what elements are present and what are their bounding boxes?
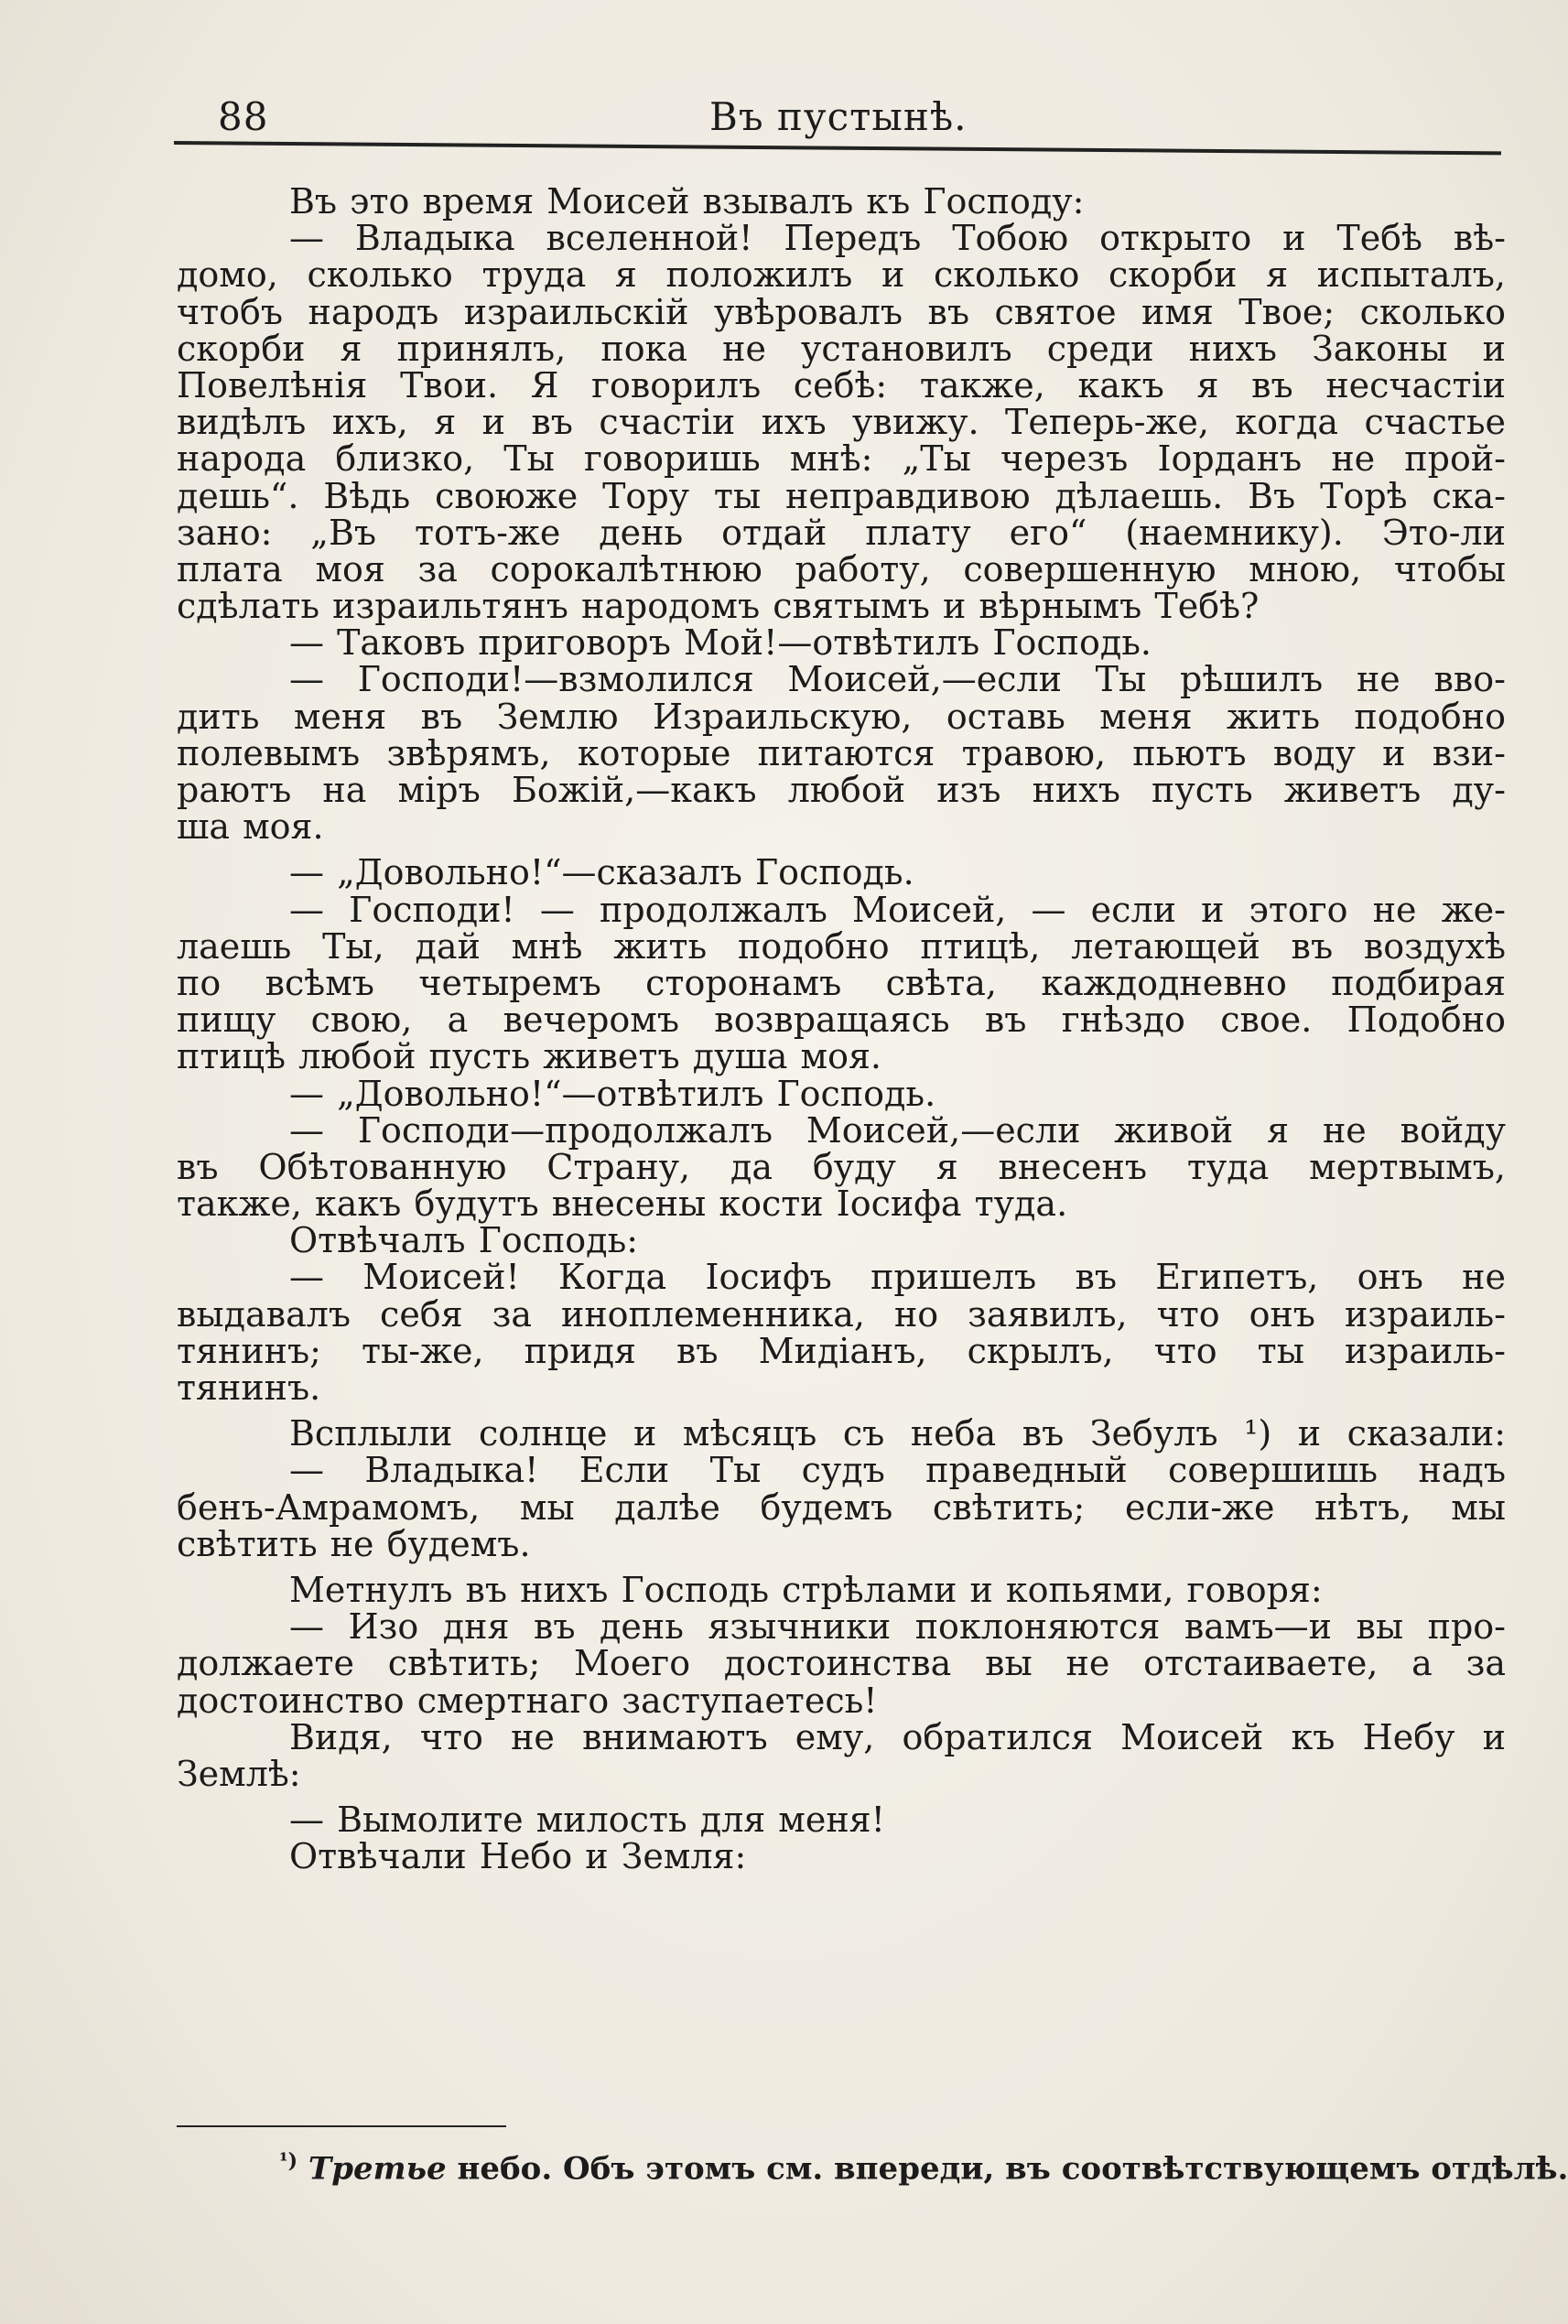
text-line: выдавалъ себя за иноплеменника, но заявилъ, что онъ израиль-	[177, 1293, 1506, 1335]
text-line: народа близко, Ты говоришь мнѣ: „Ты черезъ Іорданъ не прой-	[177, 438, 1506, 480]
text-line: — Владыка вселенной! Передъ Тобою открыто и Тебѣ вѣ-	[289, 218, 1506, 259]
text-line: видѣлъ ихъ, я и въ счастіи ихъ увижу. Теперь-же, когда счастье	[177, 402, 1506, 443]
text-line: сдѣлать израильтянъ народомъ святымъ и вѣрнымъ Тебѣ?	[177, 586, 1260, 627]
footnote-mark: ¹)	[279, 2149, 298, 2173]
text-line: птицѣ любой пусть живетъ душа моя.	[177, 1036, 881, 1077]
text-line: скорби я принялъ, пока не установилъ среди нихъ Законы и	[177, 328, 1506, 369]
text-line: также, какъ будутъ внесены кости Іосифа туда.	[177, 1184, 1068, 1225]
text-line: тянинъ.	[177, 1367, 321, 1408]
text-line: — Владыка! Если Ты судъ праведный совершишь надъ	[289, 1450, 1506, 1491]
text-line: Метнулъ въ нихъ Господь стрѣлами и копьями, говоря:	[289, 1569, 1323, 1610]
text-line: полевымъ звѣрямъ, которые питаются травою, пьютъ воду и взи-	[177, 732, 1506, 773]
text-line: Въ это время Моисей взывалъ къ Господу:	[289, 181, 1085, 222]
text-line: — „Довольно!“—отвѣтилъ Господь.	[289, 1073, 936, 1114]
text-line: Отвѣчали Небо и Земля:	[289, 1836, 747, 1877]
text-line: домо, сколько труда я положилъ и сколько скорби я испыталъ,	[177, 254, 1506, 296]
text-line: Всплыли солнце и мѣсяцъ съ неба въ Зебулъ ¹) и сказали:	[289, 1413, 1506, 1454]
text-line: дить меня въ Землю Израильскую, оставь меня жить подобно	[177, 696, 1506, 737]
text-line: — Изо дня въ день язычники поклоняются вамъ—и вы про-	[289, 1606, 1506, 1648]
text-line: Отвѣчалъ Господь:	[289, 1220, 639, 1261]
text-line: — Таковъ приговоръ Мой!—отвѣтилъ Господь.	[289, 622, 1152, 664]
text-line: по всѣмъ четыремъ сторонамъ свѣта, каждодневно подбирая	[177, 962, 1506, 1003]
text-line: пищу свою, а вечеромъ возвращаясь въ гнѣздо свое. Подобно	[177, 1000, 1506, 1041]
text-line: ша моя.	[177, 806, 324, 848]
text-line: Землѣ:	[177, 1753, 301, 1794]
header-rule	[174, 141, 1501, 155]
text-line: — Господи!—взмолился Моисей,—если Ты рѣшилъ не вво-	[289, 659, 1506, 700]
footnote	[279, 2142, 1568, 2188]
page-header	[174, 87, 1501, 142]
text-line: тянинъ; ты-же, придя въ Мидіанъ, скрылъ, что ты израиль-	[177, 1330, 1506, 1371]
text-line: — „Довольно!“—сказалъ Господь.	[289, 852, 914, 893]
text-line: дешь“. Вѣдь своюже Тору ты неправдивою дѣлаешь. Въ Торѣ ска-	[177, 475, 1506, 516]
text-line: должаете свѣтить; Моего достоинства вы не отстаиваете, а за	[177, 1643, 1506, 1684]
text-line: свѣтить не будемъ.	[177, 1523, 531, 1564]
text-line: Видя, что не внимаютъ ему, обратился Моисей къ Небу и	[289, 1716, 1506, 1757]
text-line: Повелѣнія Твои. Я говорилъ себѣ: также, какъ я въ несчастіи	[177, 364, 1506, 405]
text-line: чтобъ народъ израильскій увѣровалъ въ святое имя Твое; сколько	[177, 291, 1506, 332]
footnote-italic-word: Третье	[308, 2150, 447, 2188]
text-line: — Господи—продолжалъ Моисей,—если живой я не войду	[289, 1109, 1506, 1151]
text-line: — Господи! — продолжалъ Моисей, — если и этого не же-	[289, 889, 1506, 930]
footnote-text: небо. Объ этомъ см. впереди, въ соотвѣтствующемъ отдѣлѣ.	[446, 2150, 1568, 2188]
text-line: въ Обѣтованную Страну, да буду я внесенъ туда мертвымъ,	[177, 1146, 1506, 1187]
text-line: — Вымолите милость для меня!	[289, 1800, 885, 1841]
text-line: раютъ на міръ Божій,—какъ любой изъ нихъ пусть живетъ ду-	[177, 770, 1506, 810]
running-title: Въ пустынѣ.	[709, 94, 968, 139]
text-line: зано: „Въ тотъ-же день отдай плату его“ (наемнику). Это-ли	[177, 512, 1506, 553]
text-line: бенъ-Амрамомъ, мы далѣе будемъ свѣтить; если-же нѣтъ, мы	[177, 1486, 1506, 1528]
text-line: достоинство смертнаго заступаетесь!	[177, 1680, 878, 1721]
page-number: 88	[218, 94, 269, 139]
text-line: — Моисей! Когда Іосифъ пришелъ въ Египетъ, онъ не	[289, 1257, 1506, 1298]
text-line: плата моя за сорокалѣтнюю работу, совершенную мною, чтобы	[177, 548, 1506, 589]
footnote-rule	[177, 2125, 506, 2127]
text-line: лаешь Ты, дай мнѣ жить подобно птицѣ, летающей въ воздухѣ	[177, 925, 1506, 967]
body-text	[177, 183, 1506, 2105]
